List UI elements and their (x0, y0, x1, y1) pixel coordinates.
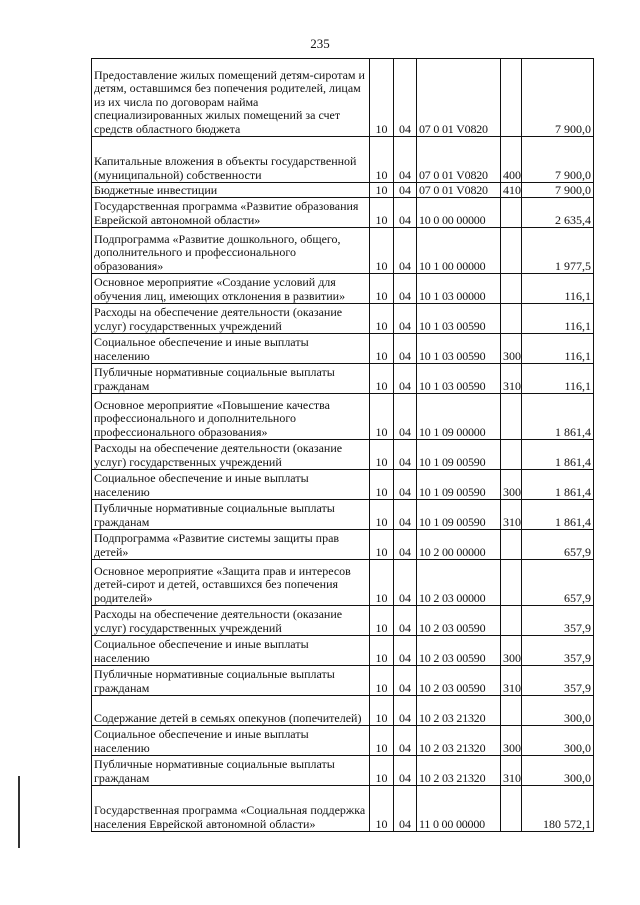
row-subsection-code: 04 (394, 470, 417, 500)
row-subsection-code: 04 (394, 198, 417, 228)
table-row (92, 228, 594, 274)
row-amount: 1 861,4 (522, 394, 594, 440)
row-amount: 116,1 (522, 304, 594, 334)
row-target-code: 07 0 01 V0820 (417, 183, 501, 198)
row-target-code: 10 1 09 00590 (417, 470, 501, 500)
row-subsection-code: 04 (394, 696, 417, 726)
row-subsection-code: 04 (394, 274, 417, 304)
row-expense-type-code: 310 (501, 666, 522, 696)
row-amount: 116,1 (522, 274, 594, 304)
row-name: Социальное обеспечение и иные выплаты населению (92, 470, 370, 500)
row-name: Публичные нормативные социальные выплаты гражданам (92, 364, 370, 394)
row-expense-type-code: 300 (501, 470, 522, 500)
row-name: Социальное обеспечение и иные выплаты населению (92, 636, 370, 666)
table-row (92, 500, 594, 530)
row-section-code: 10 (370, 500, 394, 530)
row-expense-type-code: 410 (501, 183, 522, 198)
table-row (92, 198, 594, 228)
row-target-code: 07 0 01 V0820 (417, 137, 501, 183)
row-section-code: 10 (370, 364, 394, 394)
row-name: Расходы на обеспечение деятельности (оказание услуг) государственных учреждений (92, 606, 370, 636)
table-row (92, 756, 594, 786)
row-section-code: 10 (370, 304, 394, 334)
row-amount: 657,9 (522, 530, 594, 560)
row-section-code: 10 (370, 274, 394, 304)
budget-table (91, 58, 594, 832)
row-section-code: 10 (370, 137, 394, 183)
table-row (92, 786, 594, 832)
row-section-code: 10 (370, 696, 394, 726)
row-section-code: 10 (370, 470, 394, 500)
row-target-code: 10 2 00 00000 (417, 530, 501, 560)
row-subsection-code: 04 (394, 666, 417, 696)
row-name: Основное мероприятие «Повышение качества профессионального и дополнительного профессионального образования» (92, 394, 370, 440)
row-target-code: 10 1 09 00590 (417, 500, 501, 530)
row-name: Бюджетные инвестиции (92, 183, 370, 198)
row-amount: 657,9 (522, 560, 594, 606)
row-name: Публичные нормативные социальные выплаты гражданам (92, 666, 370, 696)
row-amount: 180 572,1 (522, 786, 594, 832)
row-amount: 1 861,4 (522, 500, 594, 530)
row-expense-type-code: 310 (501, 364, 522, 394)
row-name: Государственная программа «Развитие образования Еврейской автономной области» (92, 198, 370, 228)
row-subsection-code: 04 (394, 530, 417, 560)
row-amount: 300,0 (522, 696, 594, 726)
table-row (92, 394, 594, 440)
row-subsection-code: 04 (394, 786, 417, 832)
row-expense-type-code (501, 59, 522, 137)
row-target-code: 10 2 03 00590 (417, 606, 501, 636)
row-subsection-code: 04 (394, 636, 417, 666)
row-amount: 2 635,4 (522, 198, 594, 228)
row-expense-type-code (501, 786, 522, 832)
row-name: Основное мероприятие «Создание условий для обучения лиц, имеющих отклонения в развитии» (92, 274, 370, 304)
row-section-code: 10 (370, 666, 394, 696)
row-name: Капитальные вложения в объекты государственной (муниципальной) собственности (92, 137, 370, 183)
row-amount: 7 900,0 (522, 59, 594, 137)
row-amount: 357,9 (522, 666, 594, 696)
row-amount: 357,9 (522, 606, 594, 636)
row-target-code: 10 2 03 00590 (417, 636, 501, 666)
row-subsection-code: 04 (394, 440, 417, 470)
table-row (92, 183, 594, 198)
table-row (92, 696, 594, 726)
table-row (92, 440, 594, 470)
row-name: Предоставление жилых помещений детям-сиротам и детям, оставшимся без попечения родителей, лицам из их числа по договорам найма специализированных жилых помещений за счет средств областного бюджета (92, 59, 370, 137)
table-row (92, 364, 594, 394)
row-subsection-code: 04 (394, 394, 417, 440)
row-subsection-code: 04 (394, 334, 417, 364)
row-expense-type-code (501, 606, 522, 636)
row-section-code: 10 (370, 183, 394, 198)
row-expense-type-code: 300 (501, 636, 522, 666)
row-expense-type-code (501, 394, 522, 440)
table-row (92, 304, 594, 334)
row-subsection-code: 04 (394, 228, 417, 274)
row-name: Публичные нормативные социальные выплаты гражданам (92, 500, 370, 530)
table-row (92, 59, 594, 137)
row-section-code: 10 (370, 786, 394, 832)
table-row (92, 334, 594, 364)
row-amount: 7 900,0 (522, 183, 594, 198)
row-subsection-code: 04 (394, 59, 417, 137)
row-section-code: 10 (370, 394, 394, 440)
row-amount: 116,1 (522, 364, 594, 394)
table-row (92, 666, 594, 696)
row-section-code: 10 (370, 198, 394, 228)
row-amount: 7 900,0 (522, 137, 594, 183)
row-expense-type-code (501, 274, 522, 304)
row-expense-type-code (501, 440, 522, 470)
row-target-code: 10 0 00 00000 (417, 198, 501, 228)
table-row (92, 530, 594, 560)
row-subsection-code: 04 (394, 560, 417, 606)
row-target-code: 10 1 03 00000 (417, 274, 501, 304)
row-subsection-code: 04 (394, 304, 417, 334)
row-target-code: 10 2 03 00000 (417, 560, 501, 606)
row-subsection-code: 04 (394, 183, 417, 198)
table-row (92, 470, 594, 500)
row-name: Социальное обеспечение и иные выплаты населению (92, 334, 370, 364)
row-expense-type-code: 400 (501, 137, 522, 183)
row-amount: 1 861,4 (522, 470, 594, 500)
row-name: Подпрограмма «Развитие дошкольного, общего, дополнительного и профессионального образования» (92, 228, 370, 274)
row-target-code: 10 1 09 00000 (417, 394, 501, 440)
row-target-code: 10 1 03 00590 (417, 364, 501, 394)
row-expense-type-code (501, 198, 522, 228)
row-expense-type-code: 300 (501, 726, 522, 756)
table-row (92, 137, 594, 183)
row-expense-type-code (501, 560, 522, 606)
row-section-code: 10 (370, 756, 394, 786)
table-row (92, 636, 594, 666)
row-section-code: 10 (370, 59, 394, 137)
row-target-code: 10 2 03 00590 (417, 666, 501, 696)
row-subsection-code: 04 (394, 726, 417, 756)
row-target-code: 10 1 00 00000 (417, 228, 501, 274)
row-target-code: 10 2 03 21320 (417, 696, 501, 726)
row-amount: 1 861,4 (522, 440, 594, 470)
row-amount: 116,1 (522, 334, 594, 364)
margin-mark (18, 776, 20, 848)
budget-table-body (92, 59, 594, 832)
row-expense-type-code: 310 (501, 500, 522, 530)
row-subsection-code: 04 (394, 364, 417, 394)
row-target-code: 10 1 03 00590 (417, 334, 501, 364)
row-target-code: 10 1 03 00590 (417, 304, 501, 334)
table-row (92, 606, 594, 636)
row-expense-type-code (501, 696, 522, 726)
row-expense-type-code: 300 (501, 334, 522, 364)
row-amount: 300,0 (522, 726, 594, 756)
row-section-code: 10 (370, 606, 394, 636)
row-name: Расходы на обеспечение деятельности (оказание услуг) государственных учреждений (92, 440, 370, 470)
row-amount: 1 977,5 (522, 228, 594, 274)
row-subsection-code: 04 (394, 606, 417, 636)
row-section-code: 10 (370, 334, 394, 364)
row-subsection-code: 04 (394, 137, 417, 183)
row-expense-type-code (501, 228, 522, 274)
row-expense-type-code: 310 (501, 756, 522, 786)
row-subsection-code: 04 (394, 756, 417, 786)
row-subsection-code: 04 (394, 500, 417, 530)
row-section-code: 10 (370, 726, 394, 756)
table-row (92, 274, 594, 304)
row-target-code: 11 0 00 00000 (417, 786, 501, 832)
row-section-code: 10 (370, 228, 394, 274)
row-amount: 300,0 (522, 756, 594, 786)
table-row (92, 726, 594, 756)
row-name: Расходы на обеспечение деятельности (оказание услуг) государственных учреждений (92, 304, 370, 334)
row-name: Содержание детей в семьях опекунов (попечителей) (92, 696, 370, 726)
row-target-code: 10 1 09 00590 (417, 440, 501, 470)
row-name: Публичные нормативные социальные выплаты гражданам (92, 756, 370, 786)
row-name: Социальное обеспечение и иные выплаты населению (92, 726, 370, 756)
row-section-code: 10 (370, 636, 394, 666)
row-name: Государственная программа «Социальная поддержка населения Еврейской автономной области» (92, 786, 370, 832)
row-section-code: 10 (370, 440, 394, 470)
row-section-code: 10 (370, 560, 394, 606)
row-target-code: 10 2 03 21320 (417, 756, 501, 786)
row-section-code: 10 (370, 530, 394, 560)
row-name: Подпрограмма «Развитие системы защиты прав детей» (92, 530, 370, 560)
row-name: Основное мероприятие «Защита прав и интересов детей-сирот и детей, оставшихся без попечения родителей» (92, 560, 370, 606)
row-expense-type-code (501, 530, 522, 560)
row-target-code: 10 2 03 21320 (417, 726, 501, 756)
row-target-code: 07 0 01 V0820 (417, 59, 501, 137)
page-number: 235 (310, 36, 330, 51)
table-row (92, 560, 594, 606)
row-amount: 357,9 (522, 636, 594, 666)
row-expense-type-code (501, 304, 522, 334)
